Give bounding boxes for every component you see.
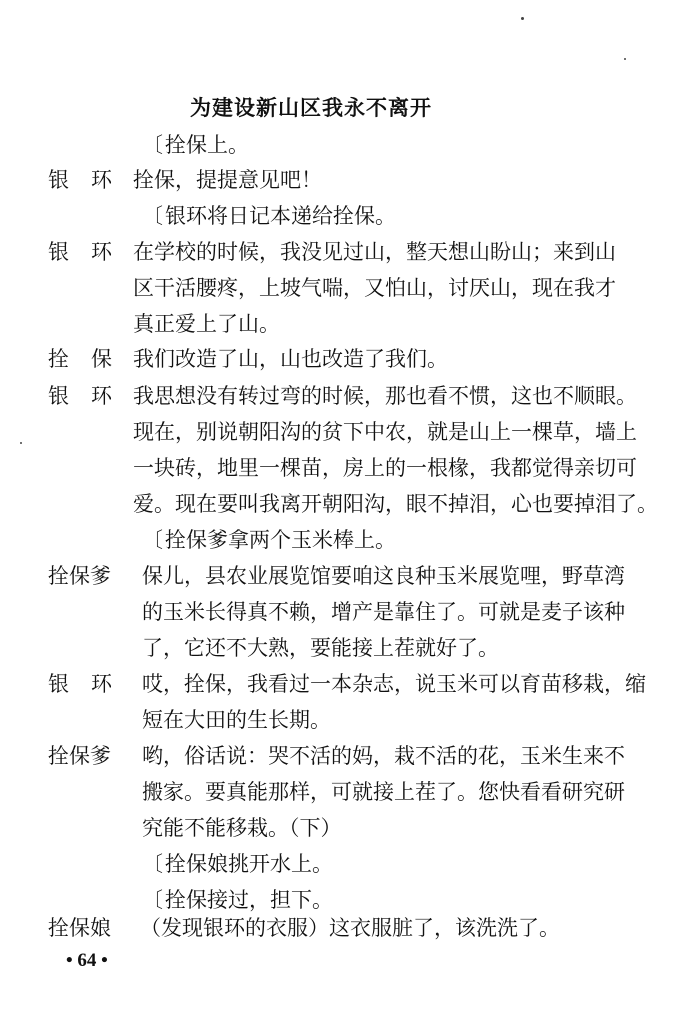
- speaker-name: 银环: [48, 384, 134, 408]
- dialogue-line: 区干活腰疼，上坡气喘，又怕山，讨厌山，现在我才: [133, 276, 616, 300]
- stage-direction: [142, 130, 249, 160]
- speaker-name: 拴保爹: [48, 564, 111, 588]
- speaker-name: 银环: [48, 168, 134, 192]
- dialogue-line: 搬家。要真能那样，可就接上茬了。您快看看研究研: [142, 780, 625, 804]
- stage-bracket: 〔: [142, 528, 163, 552]
- scan-speck: [521, 17, 524, 20]
- scan-speck: [20, 442, 22, 444]
- stage-text: 拴保爹拿两个玉米棒上。: [165, 528, 396, 552]
- page-number: • 64 •: [66, 950, 108, 971]
- dialogue-line: 真正爱上了山。: [133, 312, 280, 336]
- stage-direction: [142, 525, 396, 555]
- stage-text: 银环将日记本递给拴保。: [165, 204, 396, 228]
- stage-direction: [142, 885, 333, 915]
- stage-text: 拴保上。: [165, 133, 249, 157]
- stage-direction: [142, 201, 396, 231]
- dialogue-line: 爱。现在要叫我离开朝阳沟，眼不掉泪，心也要掉泪了。: [133, 492, 658, 516]
- dialogue-line: 究能不能移栽。（下）: [142, 816, 342, 840]
- dialogue-line: （发现银环的衣服）这衣服脏了，该洗洗了。: [140, 916, 560, 940]
- stage-bracket: 〔: [142, 888, 163, 912]
- dialogue-line: 短在大田的生长期。: [142, 708, 331, 732]
- dialogue-line: 现在，别说朝阳沟的贫下中农，就是山上一棵草，墙上: [133, 420, 637, 444]
- scan-speck: [624, 58, 626, 60]
- dialogue-line: 我们改造了山，山也改造了我们。: [133, 347, 448, 371]
- stage-bracket: 〔: [142, 204, 163, 228]
- speaker-name: 拴保爹: [48, 744, 111, 768]
- speaker-name: 银环: [48, 672, 134, 696]
- dialogue-line: 我思想没有转过弯的时候，那也看不惯，这也不顺眼。: [133, 384, 637, 408]
- dialogue-line: 保儿，县农业展览馆要咱这良种玉米展览哩，野草湾: [142, 564, 625, 588]
- stage-bracket: 〔: [142, 852, 163, 876]
- stage-direction: [142, 849, 333, 879]
- speaker-name: 拴保娘: [48, 916, 111, 940]
- dialogue-line: 了，它还不大熟，要能接上茬就好了。: [142, 636, 499, 660]
- stage-bracket: 〔: [142, 133, 163, 157]
- dialogue-line: 在学校的时候，我没见过山，整天想山盼山；来到山: [133, 240, 616, 264]
- dialogue-line: 拴保，提提意见吧！: [133, 168, 322, 192]
- dialogue-line: 的玉米长得真不赖，增产是靠住了。可就是麦子该种: [142, 600, 625, 624]
- dialogue-line: 哎，拴保，我看过一本杂志，说玉米可以育苗移栽，缩: [142, 672, 646, 696]
- stage-text: 拴保娘挑开水上。: [165, 852, 333, 876]
- running-header: 为建设新山区我永不离开: [190, 95, 432, 120]
- speaker-name: 拴保: [48, 347, 134, 371]
- dialogue-line: 一块砖，地里一棵苗，房上的一根椽，我都觉得亲切可: [133, 456, 637, 480]
- dialogue-line: 哟，俗话说：哭不活的妈，栽不活的花，玉米生来不: [142, 744, 625, 768]
- speaker-name: 银环: [48, 240, 134, 264]
- stage-text: 拴保接过，担下。: [165, 888, 333, 912]
